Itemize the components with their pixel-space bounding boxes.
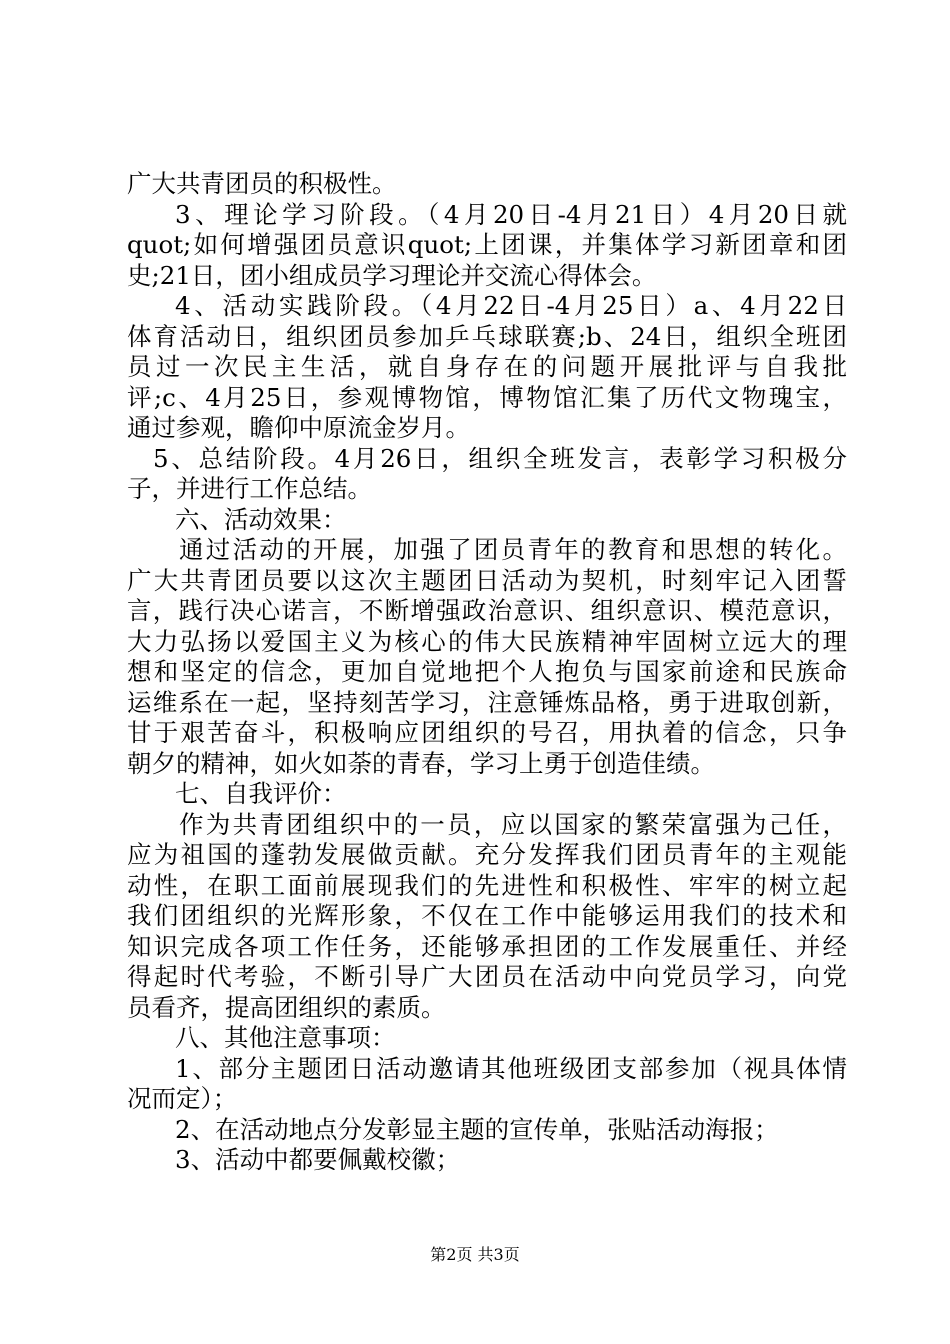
document-body xyxy=(127,169,847,1176)
text-line: 员过一次民主生活，就自身存在的问题开展批评与自我批 xyxy=(127,352,847,381)
text-line: 2、在活动地点分发彰显主题的宣传单，张贴活动海报； xyxy=(175,1114,779,1144)
text-line: 想和坚定的信念，更加自觉地把个人抱负与国家前途和民族命 xyxy=(127,657,847,686)
text-line: 通过参观，瞻仰中原流金岁月。 xyxy=(127,413,470,442)
text-line: 动性，在职工面前展现我们的先进性和积极性、牢牢的树立起 xyxy=(127,870,847,900)
section-heading: 八、其他注意事项： xyxy=(175,1023,396,1052)
text-line: 通过活动的开展，加强了团员青年的教育和思想的转化。 xyxy=(179,535,847,564)
text-line: 史;21日，团小组成员学习理论并交流心得体会。 xyxy=(127,260,657,290)
text-line: 4、活动实践阶段。（4月22日-4月25日）a、4月22日 xyxy=(175,291,847,320)
text-line: 言，践行决心诺言，不断增强政治意识、组织意识、模范意识， xyxy=(127,596,847,625)
text-line: 况而定）； xyxy=(127,1084,238,1113)
text-line: 1、部分主题团日活动邀请其他班级团支部参加（视具体情 xyxy=(175,1053,847,1083)
page-number-footer: 第2页 共3页 xyxy=(430,1245,520,1264)
text-line: 知识完成各项工作任务，还能够承担团的工作发展重任、并经 xyxy=(127,931,847,961)
text-line: 广大共青团员要以这次主题团日活动为契机，时刻牢记入团誓 xyxy=(127,565,847,595)
text-line: 应为祖国的蓬勃发展做贡献。充分发挥我们团员青年的主观能 xyxy=(127,840,847,869)
text-line: quot;如何增强团员意识quot;上团课，并集体学习新团章和团 xyxy=(127,230,847,259)
text-line: 体育活动日，组织团员参加乒乓球联赛;b、24日，组织全班团 xyxy=(127,321,847,351)
text-line: 3、活动中都要佩戴校徽； xyxy=(175,1145,461,1174)
text-line: 朝夕的精神，如火如荼的青春，学习上勇于创造佳绩。 xyxy=(127,748,715,778)
text-line: 大力弘扬以爱国主义为核心的伟大民族精神牢固树立远大的理 xyxy=(127,626,847,656)
text-line: 子，并进行工作总结。 xyxy=(127,474,372,503)
text-line: 评;c、4月25日，参观博物馆，博物馆汇集了历代文物瑰宝， xyxy=(127,382,847,412)
text-line: 员看齐，提高团组织的素质。 xyxy=(127,992,446,1022)
text-line: 5、总结阶段。4月26日，组织全班发言，表彰学习积极分 xyxy=(153,443,847,473)
text-line: 我们团组织的光辉形象，不仅在工作中能够运用我们的技术和 xyxy=(127,901,847,930)
text-line: 运维系在一起，坚持刻苦学习，注意锤炼品格，勇于进取创新， xyxy=(127,687,847,717)
text-line: 3、理论学习阶段。（4月20日-4月21日）4月20日就 xyxy=(175,199,847,229)
text-line: 甘于艰苦奋斗，积极响应团组织的号召，用执着的信念，只争 xyxy=(127,718,847,747)
text-line: 得起时代考验，不断引导广大团员在活动中向党员学习，向党 xyxy=(127,962,847,991)
text-line: 广大共青团员的积极性。 xyxy=(127,169,397,198)
section-heading: 七、自我评价： xyxy=(175,779,347,808)
text-line: 作为共青团组织中的一员，应以国家的繁荣富强为己任， xyxy=(179,809,847,839)
section-heading: 六、活动效果： xyxy=(175,504,347,534)
